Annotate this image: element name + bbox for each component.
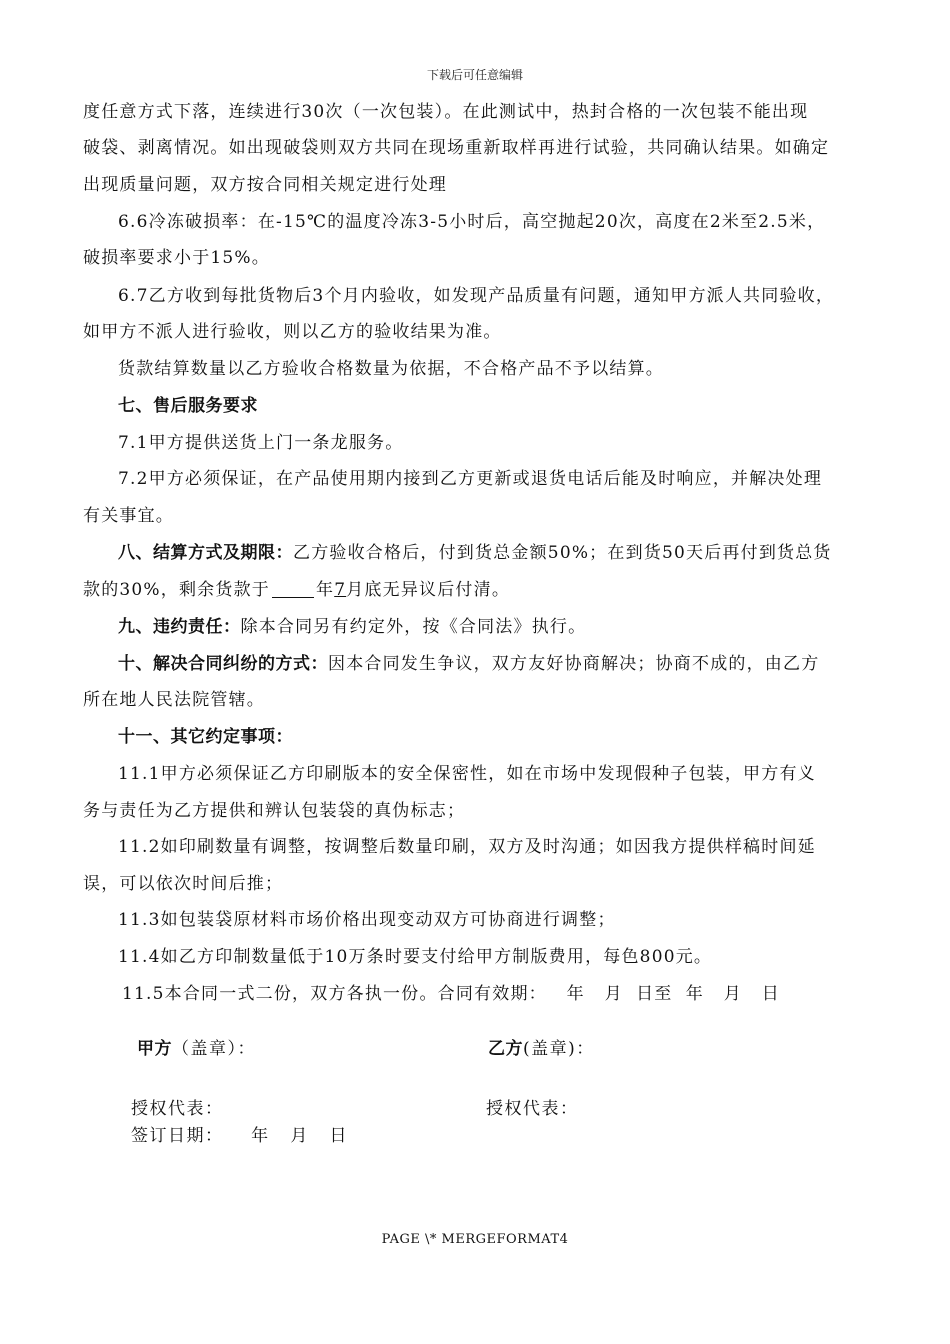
section-10-title: 十、解决合同纠纷的方式：	[118, 654, 328, 674]
clause-6-6: 6.6冷冻破损率：在-15℃的温度冷冻3-5小时后，高空抛起20次，高度在2米至2.5米，	[118, 212, 826, 232]
section-8	[118, 538, 832, 563]
party-b-signature	[488, 1034, 595, 1059]
payment-settlement-line: 货款结算数量以乙方验收合格数量为依据，不合格产品不予以结算。	[118, 359, 664, 379]
body-line: 度任意方式下落，连续进行30次（一次包装）。在此测试中，热封合格的一次包装不能出现	[83, 102, 809, 122]
section-8-text: 乙方验收合格后，付到货总金额50%；在到货50天后再付到货总货	[293, 543, 832, 563]
party-b-label: 乙方	[488, 1039, 523, 1059]
party-b-representative: 授权代表：	[486, 1099, 579, 1119]
body-line: 所在地人民法院管辖。	[83, 690, 265, 710]
clause-7-1: 7.1甲方提供送货上门一条龙服务。	[118, 433, 404, 453]
section-9-text: 除本合同另有约定外，按《合同法》执行。	[240, 617, 587, 637]
page-header: 下载后可任意编辑	[426, 68, 523, 82]
section-8-title: 八、结算方式及期限：	[118, 543, 293, 563]
body-line: 误，可以依次时间后推；	[83, 874, 284, 894]
year-blank	[272, 581, 314, 598]
clause-7-2: 7.2甲方必须保证，在产品使用期内接到乙方更新或退货电话后能及时响应，并解决处理	[118, 469, 823, 489]
body-line: 破损率要求小于15%。	[83, 248, 270, 268]
body-line: 务与责任为乙方提供和辨认包装袋的真伪标志；	[83, 801, 466, 821]
payment-text: 款的30%，剩余货款于	[83, 580, 270, 600]
payment-text-end: 月底无异议后付清。	[346, 580, 511, 600]
clause-6-7: 6.7乙方收到每批货物后3个月内验收，如发现产品质量有问题，通知甲方派人共同验收，	[118, 286, 835, 306]
body-line: 如甲方不派人进行验收，则以乙方的验收结果为准。	[83, 322, 502, 342]
party-a-seal: （盖章）：	[172, 1039, 256, 1059]
clause-11-3: 11.3如包装袋原材料市场价格出现变动双方可协商进行调整；	[118, 910, 616, 930]
section-10-text: 因本合同发生争议，双方友好协商解决；协商不成的，由乙方	[328, 654, 820, 674]
body-line: 出现质量问题，双方按合同相关规定进行处理	[83, 175, 447, 195]
body-line: 有关事宜。	[83, 506, 174, 526]
clause-11-1: 11.1甲方必须保证乙方印刷版本的安全保密性，如在市场中发现假种子包装，甲方有义	[118, 764, 816, 784]
body-line: 破袋、剥离情况。如出现破袋则双方共同在现场重新取样再进行试验，共同确认结果。如确定	[83, 138, 830, 158]
section-10	[118, 649, 819, 674]
clause-11-2: 11.2如印刷数量有调整，按调整后数量印刷，双方及时沟通；如因我方提供样稿时间延	[118, 837, 816, 857]
section-9-title: 九、违约责任：	[118, 617, 241, 637]
month-value: 7	[334, 580, 347, 600]
party-b-seal: (盖章)：	[523, 1039, 595, 1059]
page-footer: PAGE \* MERGEFORMAT4	[381, 1232, 569, 1247]
clause-11-4: 11.4如乙方印制数量低于10万条时要支付给甲方制版费用，每色800元。	[118, 947, 713, 967]
party-a-signature	[137, 1034, 256, 1059]
section-8-continued	[83, 575, 510, 600]
clause-11-5: 11.5本合同一式二份，双方各执一份。合同有效期： 年 月 日至 年 月 日	[122, 984, 780, 1004]
section-11-title: 十一、其它约定事项：	[118, 727, 293, 747]
year-label: 年	[316, 580, 335, 600]
party-a-label: 甲方	[137, 1039, 172, 1059]
section-7-title: 七、售后服务要求	[118, 396, 258, 416]
section-9	[118, 612, 586, 637]
party-a-representative: 授权代表：	[131, 1099, 224, 1119]
signing-date: 签订日期： 年 月 日	[131, 1126, 349, 1146]
